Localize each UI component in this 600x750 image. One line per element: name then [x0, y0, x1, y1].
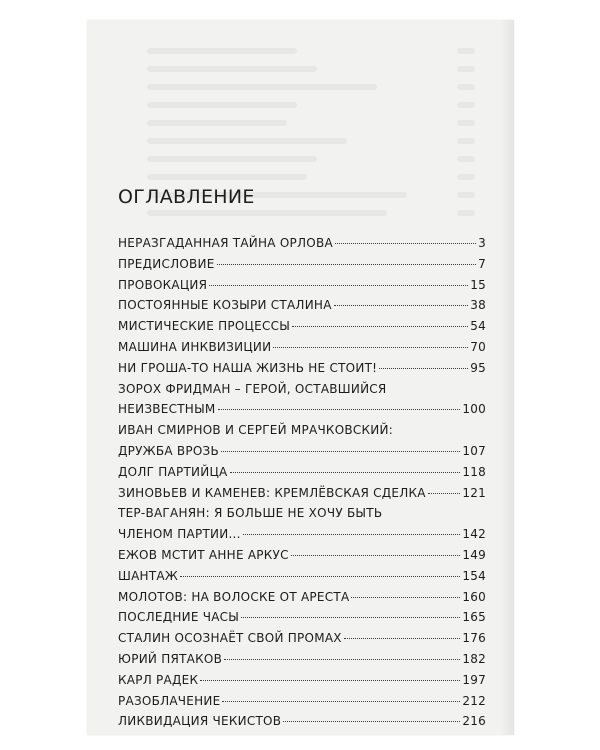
toc-entry-title: ПОСТОЯННЫЕ КОЗЫРИ СТАЛИНА — [118, 298, 332, 313]
toc-entry-title: МАШИНА ИНКВИЗИЦИИ — [118, 339, 272, 354]
toc-entry-row — [118, 545, 486, 566]
dot-leader — [428, 493, 461, 494]
toc-entry-title: ЗИНОВЬЕВ И КАМЕНЕВ: КРЕМЛЁВСКАЯ СДЕЛКА — [118, 485, 426, 500]
dot-leader — [230, 472, 461, 473]
book-page — [87, 20, 514, 735]
dot-leader — [209, 285, 468, 286]
toc-entry — [118, 254, 486, 275]
toc-entry-page-number: 182 — [462, 651, 486, 666]
toc-entry-row — [118, 316, 486, 337]
toc-entry-row — [118, 275, 486, 296]
dot-leader — [224, 659, 460, 660]
toc-entry-title: НЕРАЗГАДАННАЯ ТАЙНА ОРЛОВА — [118, 236, 333, 250]
toc-entry — [118, 316, 486, 337]
toc-entry-page-number: 160 — [462, 589, 486, 604]
dot-leader — [335, 243, 476, 244]
dot-leader — [292, 326, 468, 327]
toc-entry — [118, 337, 486, 358]
toc-entry-title: ПРОВОКАЦИЯ — [118, 277, 208, 292]
toc-entry-page-number: 176 — [462, 631, 486, 646]
toc-entry-title: СТАЛИН ОСОЗНАЁТ СВОЙ ПРОМАХ — [118, 631, 342, 646]
toc-entry-row — [118, 483, 486, 504]
toc-entry-row — [118, 441, 486, 462]
toc-entry-title: НИ ГРОША-ТО НАША ЖИЗНЬ НЕ СТОИТ! — [118, 360, 378, 375]
toc-entry-page-number: 95 — [470, 360, 486, 375]
toc-entry-page-number: 70 — [470, 339, 486, 354]
toc-entry-page-number: 197 — [462, 672, 486, 687]
toc-entry — [118, 587, 486, 608]
dot-leader — [291, 555, 461, 556]
toc-entry-page-number: 216 — [462, 714, 486, 729]
toc-title: ОГЛАВЛЕНИЕ — [118, 186, 255, 208]
toc-entry-title: КАРЛ РАДЕК — [118, 672, 199, 687]
toc-entry-title: ПОСЛЕДНИЕ ЧАСЫ — [118, 610, 240, 625]
dot-leader — [334, 305, 469, 306]
toc-entry — [118, 358, 486, 379]
toc-entry-page-number: 118 — [462, 464, 486, 479]
toc-entry-page-number: 142 — [462, 527, 486, 542]
toc-list — [118, 233, 486, 732]
toc-entry-page-number: 38 — [470, 298, 486, 313]
toc-entry-page-number: 15 — [470, 277, 486, 292]
page-edge-shadow — [500, 20, 514, 735]
dot-leader — [273, 347, 468, 348]
toc-entry-row — [118, 254, 486, 275]
dot-leader — [351, 597, 460, 598]
toc-entry-row — [118, 711, 486, 732]
toc-entry-title: ПРЕДИСЛОВИЕ — [118, 256, 215, 271]
dot-leader — [200, 680, 460, 681]
toc-entry — [118, 628, 486, 649]
toc-entry-title: МОЛОТОВ: НА ВОЛОСКЕ ОТ АРЕСТА — [118, 589, 350, 604]
toc-entry-title-line1: ЗОРОХ ФРИДМАН – ГЕРОЙ, ОСТАВШИЙСЯ — [118, 381, 387, 396]
toc-entry — [118, 649, 486, 670]
toc-entry-row — [118, 566, 486, 587]
dot-leader — [241, 617, 460, 618]
toc-entry-title: ШАНТАЖ — [118, 568, 179, 583]
toc-entry-row — [118, 462, 486, 483]
toc-entry — [118, 670, 486, 691]
toc-entry — [118, 711, 486, 732]
toc-entry-page-number: 7 — [478, 256, 486, 271]
toc-entry-title: НЕИЗВЕСТНЫМ — [118, 402, 216, 417]
toc-entry-title: ЛИКВИДАЦИЯ ЧЕКИСТОВ — [118, 714, 282, 729]
toc-entry — [118, 566, 486, 587]
toc-entry-page-number: 154 — [462, 568, 486, 583]
toc-entry — [118, 420, 486, 462]
dot-leader — [344, 638, 461, 639]
toc-entry-page-number: 3 — [478, 236, 486, 250]
toc-entry-row — [118, 691, 486, 712]
toc-entry-title: РАЗОБЛАЧЕНИЕ — [118, 693, 221, 708]
toc-entry-row — [118, 649, 486, 670]
toc-entry-row — [118, 399, 486, 420]
toc-entry — [118, 607, 486, 628]
toc-entry-title: ДРУЖБА ВРОЗЬ — [118, 443, 219, 458]
dot-leader — [218, 409, 461, 410]
toc-entry — [118, 691, 486, 712]
dot-leader — [243, 534, 461, 535]
dot-leader — [180, 576, 460, 577]
toc-entry-title-line1: ИВАН СМИРНОВ И СЕРГЕЙ МРАЧКОВСКИЙ: — [118, 423, 394, 438]
toc-entry-page-number: 165 — [462, 610, 486, 625]
dot-leader — [283, 721, 460, 722]
toc-entry-row — [118, 337, 486, 358]
toc-entry — [118, 462, 486, 483]
toc-entry — [118, 483, 486, 504]
toc-entry-page-number: 107 — [462, 443, 486, 458]
toc-entry-title: ДОЛГ ПАРТИЙЦА — [118, 464, 228, 479]
toc-entry-row — [118, 358, 486, 379]
toc-entry-row — [118, 628, 486, 649]
toc-entry — [118, 233, 486, 254]
toc-entry-row — [118, 524, 486, 545]
toc-entry-row — [118, 670, 486, 691]
toc-entry-page-number: 121 — [462, 485, 486, 500]
dot-leader — [217, 264, 477, 265]
dot-leader — [222, 701, 460, 702]
toc-entry-title: ЮРИЙ ПЯТАКОВ — [118, 651, 223, 666]
toc-entry-row — [118, 233, 486, 254]
dot-leader — [379, 368, 468, 369]
toc-entry-row — [118, 295, 486, 316]
toc-entry — [118, 275, 486, 296]
toc-entry — [118, 545, 486, 566]
toc-entry — [118, 295, 486, 316]
toc-entry-title: ЧЛЕНОМ ПАРТИИ... — [118, 527, 241, 542]
toc-entry — [118, 503, 486, 545]
toc-entry-page-number: 100 — [462, 402, 486, 417]
dot-leader — [221, 451, 460, 452]
toc-entry-page-number: 212 — [462, 693, 486, 708]
toc-entry-row — [118, 607, 486, 628]
toc-entry-page-number: 149 — [462, 547, 486, 562]
toc-entry-title: МИСТИЧЕСКИЕ ПРОЦЕССЫ — [118, 319, 291, 334]
toc-entry-row — [118, 587, 486, 608]
toc-entry-title: ЕЖОВ МСТИТ АННЕ АРКУС — [118, 547, 289, 562]
toc-entry-page-number: 54 — [470, 319, 486, 334]
toc-entry-title-line1: ТЕР-ВАГАНЯН: Я БОЛЬШЕ НЕ ХОЧУ БЫТЬ — [118, 506, 383, 521]
toc-entry — [118, 379, 486, 421]
